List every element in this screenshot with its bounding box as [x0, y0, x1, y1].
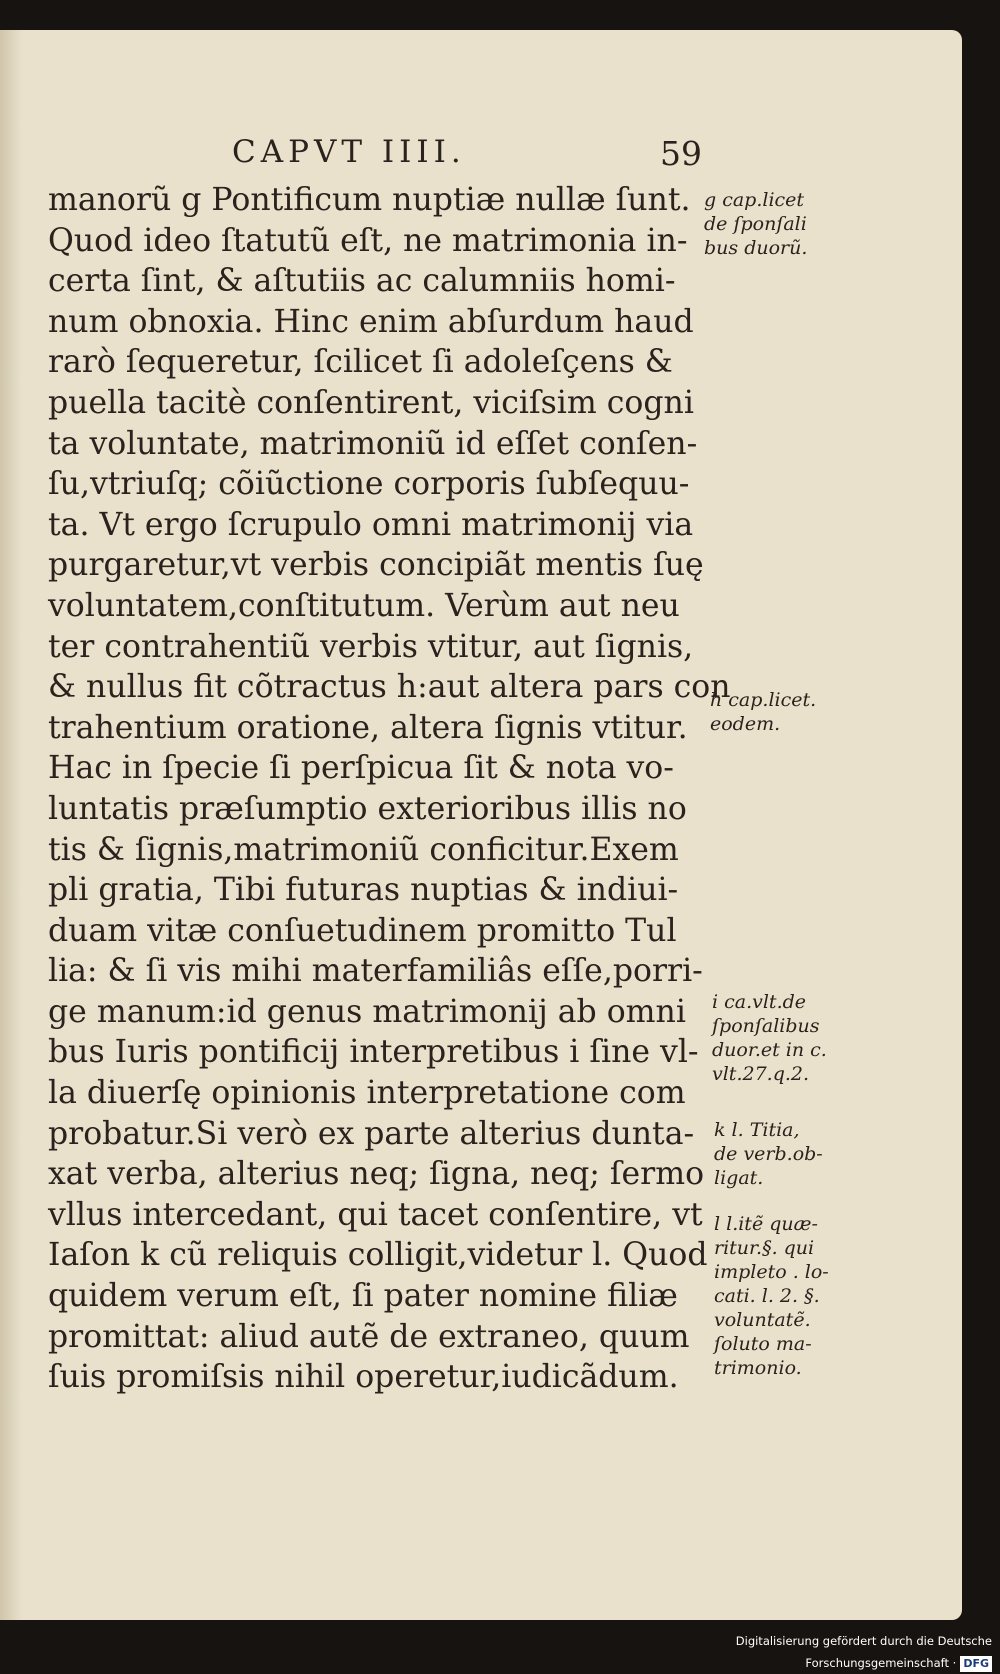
main-text-block [48, 180, 731, 1398]
text-line: duam vitæ conſuetudinem promitto Tul [48, 912, 677, 949]
text-line: pli gratia, Tibi futuras nuptias & indiui- [48, 872, 679, 909]
text-line: xat verba, alterius neq; ſigna, neq; ſermo [48, 1156, 705, 1193]
text-line: vllus intercedant, qui tacet conſentire, vt [48, 1196, 703, 1233]
text-line: Iaſon k cũ reliquis colligit,videtur l. Quod [48, 1237, 708, 1274]
dfg-logo: DFG [960, 1656, 992, 1672]
credit-text: Digitalisierung gefördert durch die Deutsche Forschungsgemeinschaft · [735, 1634, 992, 1670]
text-line: manorũ g Pontificum nuptiæ nullæ ſunt. [48, 182, 691, 218]
text-line: voluntatem,conſtitutum. Verùm aut neu [48, 587, 680, 624]
marginal-note-i: i ca.vlt.de ſponſalibus duor.et in c. vlt.27.q.2. [712, 991, 827, 1085]
text-line: Quod ideo ſtatutũ eſt, ne matrimonia in- [48, 222, 688, 259]
text-line: trahentium oratione, altera ſignis vtitur. [48, 709, 688, 746]
page-number: 59 [660, 134, 702, 173]
digitization-credit [592, 1630, 992, 1670]
marginal-note-l: l l.itẽ quæ- ritur.§. qui impleto . lo- cati. l. 2. §. voluntatẽ. ſoluto ma- trimonio. [714, 1213, 829, 1379]
text-line: probatur.Si verò ex parte alterius dunta- [48, 1115, 695, 1152]
text-line: la diuerſę opinionis interpretatione com [48, 1075, 686, 1112]
text-line: ſuis promiſsis nihil operetur,iudicãdum. [48, 1359, 679, 1396]
text-line: rarò ſequeretur, ſcilicet ſi adoleſçens & [48, 344, 673, 381]
text-line: tis & ſignis,matrimoniũ conficitur.Exem [48, 831, 679, 868]
text-line: Hac in ſpecie ſi perſpicua ſit & nota vo- [48, 750, 674, 787]
text-line: luntatis præſumptio exterioribus illis no [48, 790, 687, 827]
chapter-title: CAPVT IIII. [232, 134, 466, 170]
text-line: ge manum:id genus matrimonij ab omni [48, 993, 686, 1030]
text-line: & nullus fit cõtractus h:aut altera pars con [48, 669, 731, 706]
marginal-note-h: h cap.licet. eodem. [710, 689, 817, 735]
page-gutter [0, 30, 22, 1620]
text-line: puella tacitè conſentirent, viciſsim cogni [48, 384, 694, 421]
text-line: bus Iuris pontificij interpretibus i ſine vl- [48, 1034, 699, 1071]
running-header [232, 134, 702, 176]
text-line: ta. Vt ergo ſcrupulo omni matrimonij via [48, 506, 694, 543]
text-line: certa ſint, & aſtutiis ac calumniis homi- [48, 263, 676, 300]
marginal-note-g: g cap.licet de ſponſali bus duorũ. [704, 189, 808, 259]
text-line: ta voluntate, matrimoniũ id eſſet conſen- [48, 425, 698, 462]
text-line: lia: & ſi vis mihi materfamiliâs eſſe,porri- [48, 953, 703, 990]
text-line: ſu,vtriuſq; cõiũctione corporis ſubſequu- [48, 466, 690, 503]
text-line: num obnoxia. Hinc enim abſurdum haud [48, 303, 694, 340]
marginal-note-k: k l. Titia, de verb.ob- ligat. [714, 1119, 823, 1189]
text-line: purgaretur,vt verbis concipiãt mentis ſuę [48, 547, 704, 584]
text-line: quidem verum eſt, ſi pater nomine filiæ [48, 1278, 678, 1315]
text-line: ter contrahentiũ verbis vtitur, aut ſignis, [48, 628, 694, 665]
text-line: promittat: aliud autẽ de extraneo, quum [48, 1318, 690, 1355]
